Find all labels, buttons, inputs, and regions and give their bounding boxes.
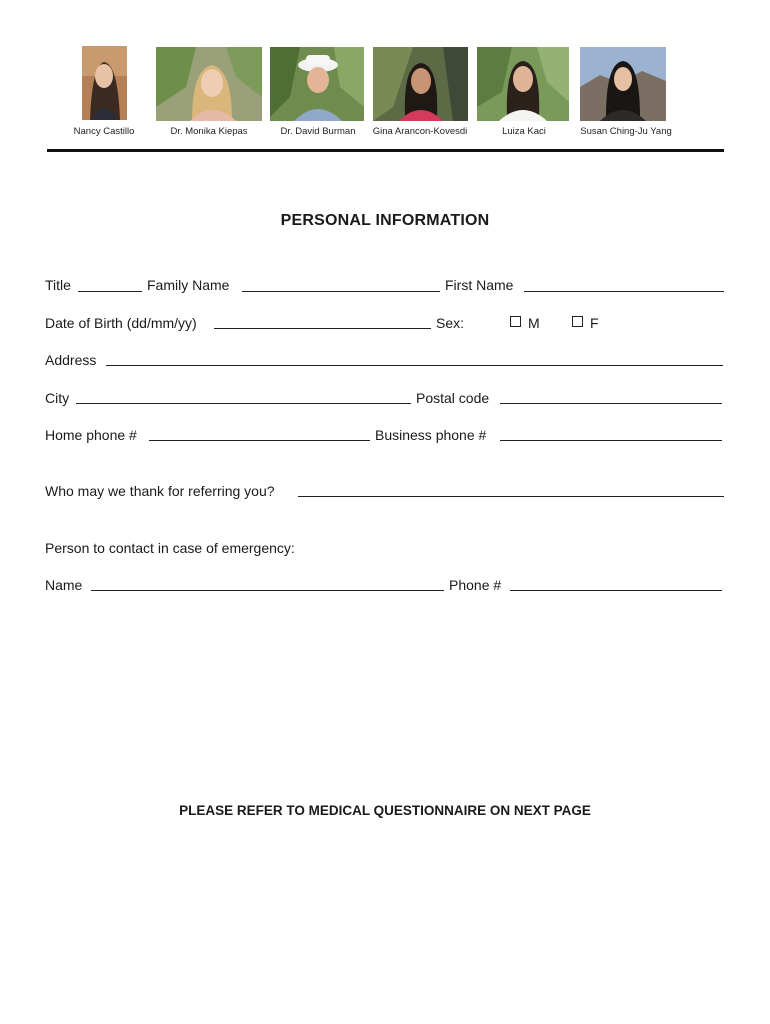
sex-m-label: M [528,315,540,331]
sex-f-checkbox[interactable] [572,316,583,327]
staff-photo-monika-kiepas [156,47,262,121]
emergency-heading: Person to contact in case of emergency: [45,540,295,556]
home-phone-label: Home phone # [45,427,137,443]
staff-photo-luiza-kaci [477,47,569,121]
referral-field[interactable] [298,496,724,497]
home-phone-field[interactable] [149,440,370,441]
sex-f-label: F [590,315,599,331]
city-field[interactable] [76,403,411,404]
family-name-label: Family Name [147,277,230,293]
title-label: Title [45,277,71,293]
business-phone-label: Business phone # [375,427,487,443]
business-phone-field[interactable] [500,440,722,441]
footer-note: PLEASE REFER TO MEDICAL QUESTIONNAIRE ON NEXT PAGE [179,803,591,818]
emergency-phone-field[interactable] [510,590,722,591]
emergency-phone-label: Phone # [449,577,502,593]
staff-name: Nancy Castillo [73,126,135,137]
postal-code-field[interactable] [500,403,722,404]
sex-label: Sex: [436,315,465,331]
form-heading: PERSONAL INFORMATION [280,212,490,229]
dob-label: Date of Birth (dd/mm/yy) [45,315,197,331]
staff-name: Susan Ching-Ju Yang [580,126,672,137]
referral-label: Who may we thank for referring you? [45,483,275,499]
staff-photo-david-burman [270,47,364,121]
first-name-label: First Name [445,277,514,293]
emergency-name-field[interactable] [91,590,444,591]
first-name-field[interactable] [524,291,724,292]
staff-name: Gina Arancon-Kovesdi [372,126,468,137]
staff-name: Luiza Kaci [502,126,546,137]
staff-photo-nancy-castillo [82,46,127,120]
sex-m-checkbox[interactable] [510,316,521,327]
postal-code-label: Postal code [416,390,490,406]
staff-photo-susan-ching-ju-yang [580,47,666,121]
staff-name: Dr. David Burman [280,126,356,137]
staff-photo-gina-arancon-kovesdi [373,47,468,121]
address-field[interactable] [106,365,723,366]
emergency-name-label: Name [45,577,83,593]
family-name-field[interactable] [242,291,440,292]
city-label: City [45,390,70,406]
header-divider [47,149,724,152]
dob-field[interactable] [214,328,431,329]
staff-name: Dr. Monika Kiepas [170,126,248,137]
title-field[interactable] [78,291,142,292]
address-label: Address [45,352,97,368]
